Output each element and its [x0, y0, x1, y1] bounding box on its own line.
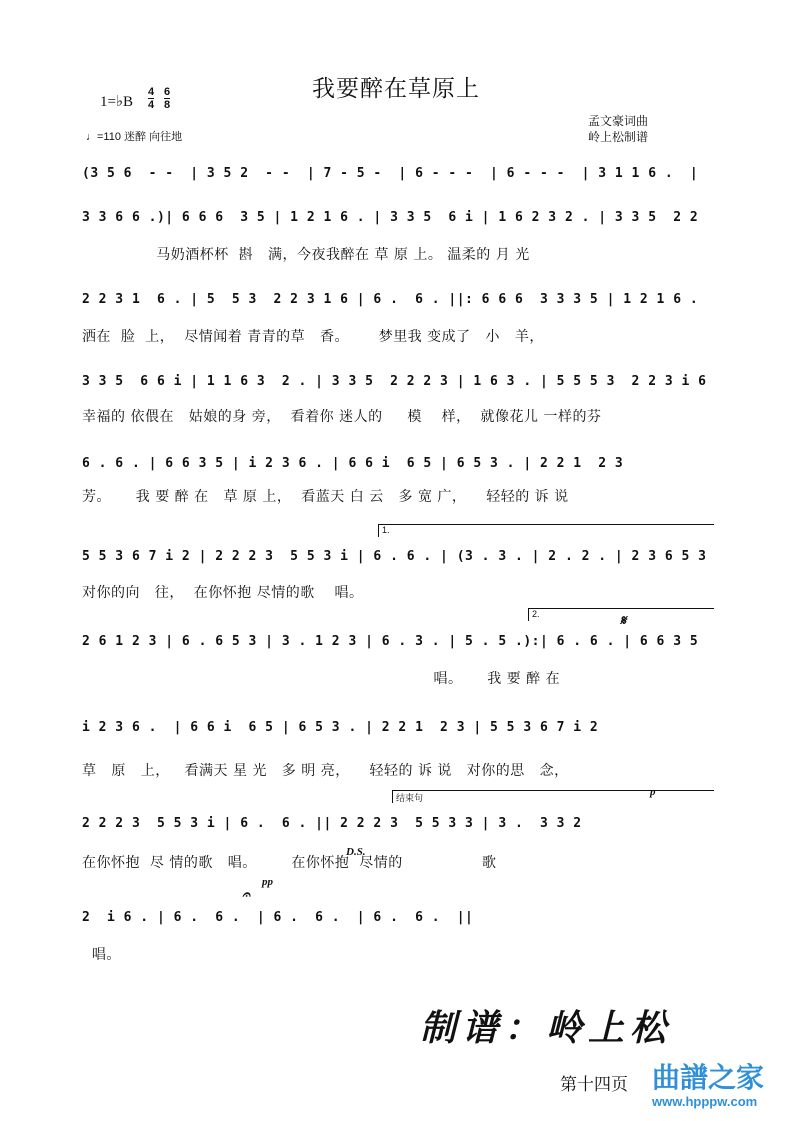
- dynamic-pp: pp: [262, 876, 273, 888]
- meter-denominator: 8: [164, 99, 171, 111]
- lyric-line-2: 马奶酒杯杯 斟 满，今夜我醉在 草 原 上。 温柔的 月 光: [82, 247, 530, 263]
- score-line-7: 2 6 1 2 3 | 6 . 6 5 3 | 3 . 1 2 3 | 6 . 3 . | 5 . 5 .):| 6 . 6 . | 6 6 3 5: [82, 634, 699, 649]
- lyric-line-4: 幸福的 依偎在 姑娘的身 旁， 看着你 迷人的 模 样， 就像花儿 一样的芬: [82, 409, 602, 425]
- composer-credit: 孟文豪词曲: [588, 114, 649, 128]
- lyric-line-3: 洒在 脸 上， 尽情闻着 青青的草 香。 梦里我 变成了 小 羊，: [82, 329, 544, 345]
- meter-denominator: 4: [148, 99, 155, 111]
- lyric-line-7: 唱。 我 要 醉 在: [82, 671, 561, 687]
- watermark-logo: 曲譜之家: [652, 1061, 765, 1094]
- ending-box: 结束句: [392, 790, 714, 803]
- volta-1-bracket: 1.: [378, 524, 714, 537]
- watermark-url: www.hpppw.com: [652, 1094, 758, 1109]
- score-line-9: 2 2 2 3 5 5 3 i | 6 . 6 . || 2 2 2 3 5 5 3 3 | 3 . 3 3 2: [82, 816, 582, 831]
- score-line-8: i 2 3 6 . | 6 6 i 6 5 | 6 5 3 . | 2 2 1 2 3 | 5 5 3 6 7 i 2: [82, 720, 599, 735]
- time-signature-second: [164, 86, 170, 111]
- page-number: 第十四页: [560, 1075, 628, 1095]
- lyric-line-5: 芳。 我 要 醉 在 草 原 上， 看蓝天 白 云 多 宽 广， 轻轻的 诉 说: [82, 489, 569, 505]
- fermata-icon: 𝄐: [242, 888, 250, 903]
- lyric-line-10: 唱。: [82, 947, 121, 963]
- lyric-line-9: 在你怀抱 尽 情的歌 唱。 在你怀抱 尽情的 歌: [82, 855, 497, 871]
- ds-mark: D.S.: [346, 846, 366, 858]
- tempo-marking: ♩=110 迷醉 向往地: [86, 131, 183, 143]
- arranger-signature: 制谱：岭上松: [420, 1007, 673, 1049]
- song-title: 我要醉在草原上: [312, 76, 480, 102]
- arranger-credit: 岭上松制谱: [588, 130, 649, 144]
- lyric-line-6: 对你的向 往， 在你怀抱 尽情的歌 唱。: [82, 585, 364, 601]
- score-line-10: 2 i 6 . | 6 . 6 . | 6 . 6 . | 6 . 6 . ||: [82, 910, 474, 925]
- score-line-4: 3 3 5 6 6 i | 1 1 6 3 2 . | 3 3 5 2 2 2 3 | 1 6 3 . | 5 5 5 3 2 2 3 i 6: [82, 374, 707, 389]
- score-line-6: 5 5 3 6 7 i 2 | 2 2 2 3 5 5 3 i | 6 . 6 . | (3 . 3 . | 2 . 2 . | 2 3 6 5 3: [82, 549, 707, 564]
- dynamic-p: p: [650, 786, 656, 798]
- volta-2-bracket: 2.: [528, 608, 714, 621]
- score-line-1: (3 5 6 - - | 3 5 2 - - | 7 - 5 - | 6 - - - | 6 - - - | 3 1 1 6 . |: [82, 166, 699, 181]
- meter-numerator: 4: [148, 86, 155, 98]
- score-line-5: 6 . 6 . | 6 6 3 5 | i 2 3 6 . | 6 6 i 6 5 | 6 5 3 . | 2 2 1 2 3: [82, 456, 624, 471]
- key-signature: 1=♭B: [100, 94, 134, 110]
- score-line-3: 2 2 3 1 6 . | 5 5 3 2 2 3 1 6 | 6 . 6 . ||: 6 6 6 3 3 3 5 | 1 2 1 6 .: [82, 292, 699, 307]
- time-signature-first: [148, 86, 154, 111]
- score-line-2: 3 3 6 6 .)| 6 6 6 3 5 | 1 2 1 6 . | 3 3 5 6 i | 1 6 2 3 2 . | 3 3 5 2 2: [82, 210, 699, 225]
- lyric-line-8: 草 原 上， 看满天 星 光 多 明 亮， 轻轻的 诉 说 对你的思 念，: [82, 763, 569, 779]
- segno-mark: 𝄋: [620, 614, 627, 629]
- meter-numerator: 6: [164, 86, 171, 98]
